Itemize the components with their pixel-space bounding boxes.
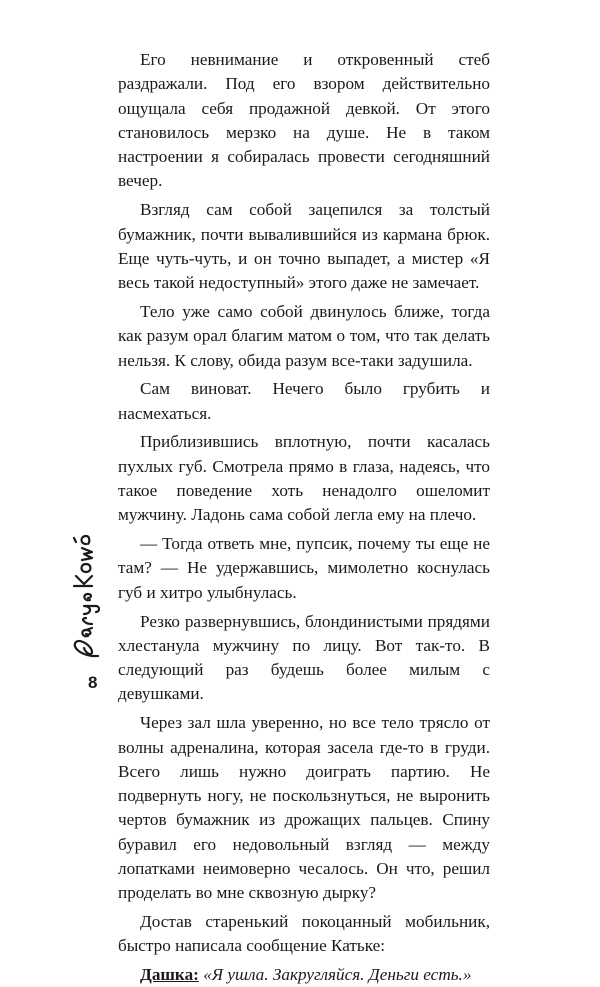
paragraph: — Тогда ответь мне, пупсик, почему ты еще не там? — Не удержавшись, мимолетно коснулась губ и хитро улыбнулась.: [118, 534, 490, 602]
page-number: 8: [88, 673, 98, 692]
message-speaker: Дашка:: [140, 965, 199, 985]
message-line: [118, 963, 490, 987]
paragraph: Тело уже само собой двинулось ближе, тогда как разум орал благим матом о том, что так делать нельзя. К слову, обида разум все-таки задушила.: [118, 301, 490, 370]
paragraph: Через зал шла уверенно, но все тело трясло от волны адреналина, которая засела где-то в груди. Всего лишь нужно доиграть партию. Не подвернуть ногу, не поскользнуться, не выронить чертов бумажник из дрожащих пальцев. Спину буравил его недовольный взгляд — между лопатками неимоверно чесалось. Он что, решил проделать во мне сквозную дырку?: [118, 713, 490, 903]
author-signature-icon: [66, 530, 102, 660]
paragraph: Резко развернувшись, блондинистыми прядями хлестанула мужчину по лицу. Вот так-то. В следующий раз будешь более милым с девушками.: [118, 611, 490, 704]
message-text: «Я ушла. Закругляйся. Деньги есть.»: [203, 965, 472, 985]
paragraph: Сам виноват. Нечего было грубить и насмехаться.: [118, 379, 490, 423]
paragraph: Приблизившись вплотную, почти касалась пухлых губ. Смотрела прямо в глаза, надеясь, что такое поведение хоть ненадолго ошеломит мужчину. Ладонь сама собой легла ему на плечо.: [118, 432, 490, 525]
body-text: [118, 48, 490, 987]
paragraph: Взгляд сам собой зацепился за толстый бумажник, почти вывалившийся из кармана брюк. Еще чуть-чуть, и он точно выпадет, а мистер «Я весь такой недоступный» этого даже не замечает.: [118, 200, 490, 293]
paragraph: Его невнимание и откровенный стеб раздражали. Под его взором действительно ощущала себя продажной девкой. От этого становилось мерзко на душе. Не в таком настроении я собиралась провести сегодняшний вечер.: [118, 50, 490, 191]
handwritten-signature-icon: [66, 530, 102, 660]
paragraph: Достав старенький покоцанный мобильник, быстро написала сообщение Катьке:: [118, 912, 490, 956]
